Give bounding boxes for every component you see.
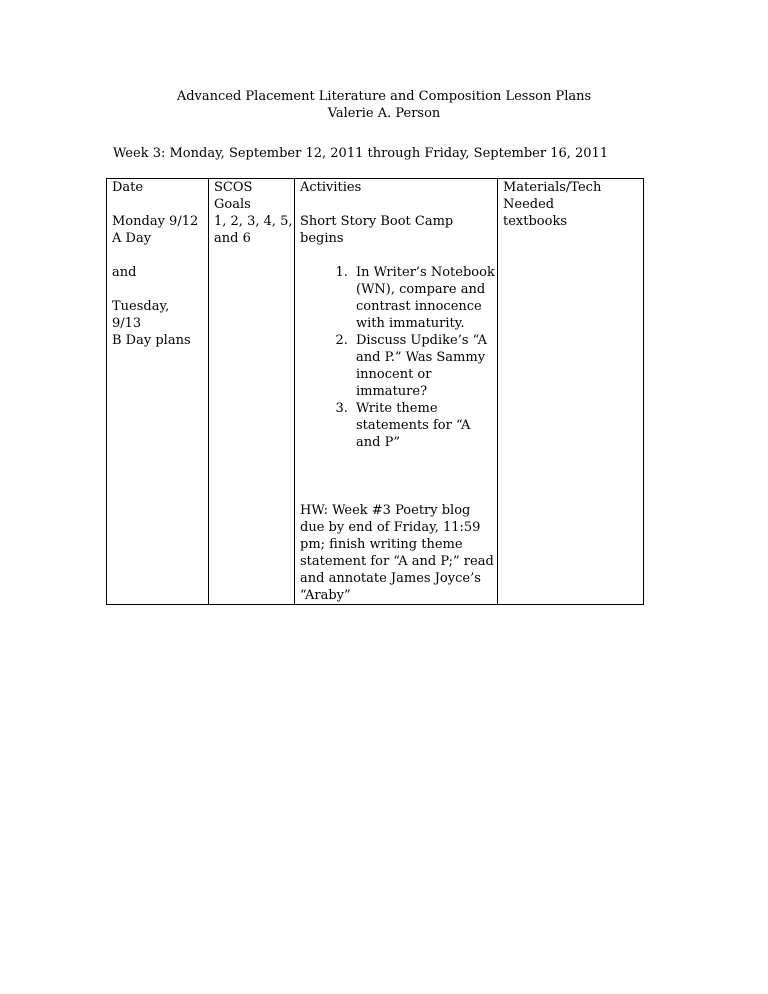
goals-value: 1, 2, 3, 4, 5, xyxy=(214,214,293,229)
list-item: 3. Write theme statements for “A and P” xyxy=(352,400,497,451)
date-line: Tuesday, xyxy=(112,299,170,314)
document-title: Advanced Placement Literature and Composition Lesson Plans xyxy=(176,89,592,104)
document-header xyxy=(0,88,768,122)
activities-intro: begins xyxy=(300,231,344,246)
homework-text: HW: Week #3 Poetry blog due by end of Friday, 11:59 pm; finish writing theme statement for “A and P;” read and annotate James Joyce’s “Araby” xyxy=(300,503,494,603)
scos-header: SCOS xyxy=(214,180,253,195)
date-line: B Day plans xyxy=(112,333,191,348)
table-row xyxy=(107,179,644,605)
date-line: A Day xyxy=(112,231,152,246)
lesson-plan-table xyxy=(106,178,644,605)
activities-column xyxy=(295,179,498,605)
list-item: 1. In Writer’s Notebook (WN), compare and contrast innocence with immaturity. xyxy=(352,264,497,332)
needed-header: Needed xyxy=(503,197,555,212)
activities-intro: Short Story Boot Camp xyxy=(300,214,454,229)
week-range: Week 3: Monday, September 12, 2011 through Friday, September 16, 2011 xyxy=(113,146,609,161)
date-line: and xyxy=(112,265,137,280)
goals-value: and 6 xyxy=(214,231,251,246)
activities-header: Activities xyxy=(300,180,362,195)
materials-header: Materials/Tech xyxy=(503,180,602,195)
date-line: 9/13 xyxy=(112,316,142,331)
activities-list xyxy=(300,264,497,451)
date-header: Date xyxy=(112,180,144,195)
materials-column xyxy=(498,179,644,605)
scos-goals-column xyxy=(209,179,295,605)
list-item: 2. Discuss Updike’s “A and P.” Was Sammy innocent or immature? xyxy=(352,332,497,400)
document-author: Valerie A. Person xyxy=(327,106,441,121)
materials-value: textbooks xyxy=(503,214,567,229)
date-line: Monday 9/12 xyxy=(112,214,199,229)
date-column xyxy=(107,179,209,605)
goals-header: Goals xyxy=(214,197,251,212)
